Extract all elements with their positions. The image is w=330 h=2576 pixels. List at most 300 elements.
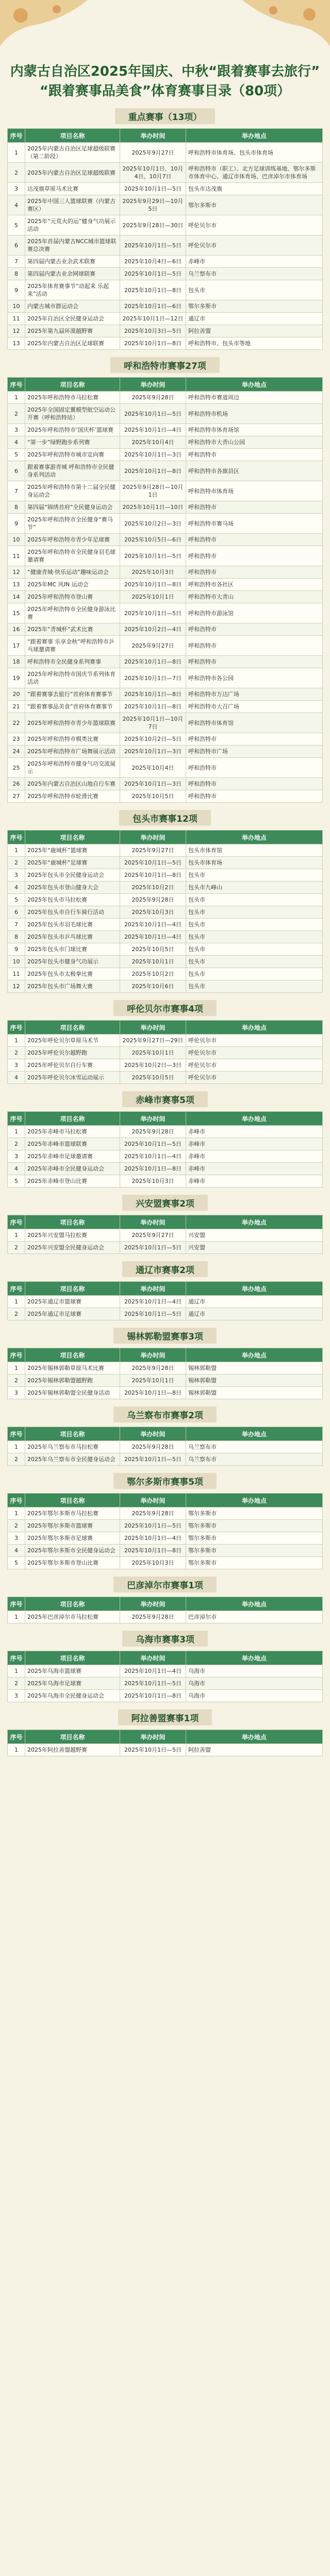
event-time: 2025年9月29日—10月5日 bbox=[120, 195, 186, 215]
section-title bbox=[7, 1473, 323, 1489]
row-number: 17 bbox=[8, 636, 25, 656]
section-8 bbox=[7, 1406, 323, 1466]
event-venue: 兴安盟 bbox=[186, 1229, 323, 1242]
table-row bbox=[8, 1545, 323, 1557]
row-number: 18 bbox=[8, 656, 25, 668]
event-venue: 乌兰察布市 bbox=[186, 268, 323, 280]
event-time: 2025年10月1日—5日 bbox=[120, 268, 186, 280]
table-row bbox=[8, 931, 323, 943]
table-row bbox=[8, 869, 323, 882]
column-header: 项目名称 bbox=[25, 129, 120, 143]
row-number: 1 bbox=[8, 1296, 25, 1308]
section-title-text: 阿拉善盟赛事1项 bbox=[118, 1709, 212, 1725]
sections-container bbox=[0, 108, 330, 1756]
column-header: 序号 bbox=[8, 1494, 25, 1507]
table-row bbox=[8, 1308, 323, 1320]
event-time: 2025年10月1日—6日 bbox=[120, 300, 186, 313]
event-name: 2025年鄂尔多斯市登山比赛 bbox=[25, 1557, 120, 1569]
event-venue: 包头市 bbox=[186, 980, 323, 993]
row-number: 5 bbox=[8, 894, 25, 906]
event-time: 2025年10月1日—8日 bbox=[120, 1387, 186, 1399]
event-name: 2025年赤峰市足球邀请赛 bbox=[25, 1150, 120, 1163]
event-time: 2025年10月2日 bbox=[120, 882, 186, 894]
event-time: 2025年10月3日 bbox=[120, 906, 186, 919]
column-header: 项目名称 bbox=[25, 1730, 120, 1744]
event-time: 2025年10月1日 bbox=[120, 1375, 186, 1387]
event-venue: 呼和浩特市各公园 bbox=[186, 668, 323, 688]
column-header: 举办地点 bbox=[186, 1651, 323, 1665]
event-name: 2025年内蒙古自治区足球超级联赛（第二阶段） bbox=[25, 143, 120, 163]
column-header: 举办地点 bbox=[186, 1427, 323, 1441]
event-venue: 鄂尔多斯市 bbox=[186, 300, 323, 313]
event-time: 2025年10月1日—5日 bbox=[120, 1453, 186, 1466]
section-title-text: 乌兰察布市赛事2项 bbox=[113, 1406, 217, 1422]
section-5 bbox=[7, 1195, 323, 1254]
section-title bbox=[7, 1000, 323, 1016]
column-header: 举办地点 bbox=[186, 1348, 323, 1362]
event-time: 2025年10月1日—8日 bbox=[120, 1545, 186, 1557]
row-number: 12 bbox=[8, 325, 25, 337]
event-name: 2025年内蒙古自治区足球超级联赛 bbox=[25, 163, 120, 183]
table-row bbox=[8, 943, 323, 956]
event-name: 2025年赤峰市登山比赛 bbox=[25, 1175, 120, 1188]
table-row bbox=[8, 1557, 323, 1569]
event-time: 2025年10月1日—8日 bbox=[120, 656, 186, 668]
events-table bbox=[7, 1597, 323, 1623]
event-time: 2025年9月28日 bbox=[120, 1507, 186, 1520]
event-name: 2025年“鹿城杯”足球赛 bbox=[25, 857, 120, 869]
event-name: “跟着赛事品美食”首府体育赛事节 bbox=[25, 701, 120, 713]
event-name: 2025年通辽市足球赛 bbox=[25, 1308, 120, 1320]
row-number: 2 bbox=[8, 404, 25, 424]
row-number: 19 bbox=[8, 668, 25, 688]
table-row bbox=[8, 579, 323, 591]
row-number: 4 bbox=[8, 1163, 25, 1175]
event-venue: 鄂尔多斯市 bbox=[186, 1545, 323, 1557]
event-name: “跟着赛事 乐享金秋”呼和浩特市乒乓球邀请赛 bbox=[25, 636, 120, 656]
event-name: 2025年包头市登山健身大会 bbox=[25, 882, 120, 894]
table-row bbox=[8, 688, 323, 701]
table-header-row bbox=[8, 1021, 323, 1035]
event-name: 2025年“元荒火的运”健身气功展示活动 bbox=[25, 215, 120, 235]
section-title-text: 呼和浩特市赛事27项 bbox=[110, 357, 220, 373]
event-name: 2025年乌海市篮球赛 bbox=[25, 1665, 120, 1677]
event-venue: 呼和浩特市大青山 bbox=[186, 591, 323, 603]
event-venue: 呼和浩特市、包头市等地 bbox=[186, 337, 323, 350]
column-header: 举办时间 bbox=[120, 1348, 186, 1362]
event-name: 跟着赛事游青城 呼和浩特市全民健身系列活动 bbox=[25, 461, 120, 481]
column-header: 序号 bbox=[8, 378, 25, 392]
table-row bbox=[8, 668, 323, 688]
event-name: 2025年包头市自行车骑行活动 bbox=[25, 906, 120, 919]
section-4 bbox=[7, 1091, 323, 1188]
event-venue: 赤峰市 bbox=[186, 1126, 323, 1138]
event-name: 2025年呼伦贝尔草原马术节 bbox=[25, 1035, 120, 1047]
table-row bbox=[8, 436, 323, 449]
column-header: 举办地点 bbox=[186, 378, 323, 392]
header bbox=[0, 0, 330, 101]
event-name: 2025年自治区全民健身运动会 bbox=[25, 313, 120, 325]
row-number: 8 bbox=[8, 501, 25, 514]
event-venue: 乌兰察布市 bbox=[186, 1453, 323, 1466]
row-number: 8 bbox=[8, 931, 25, 943]
row-number: 4 bbox=[8, 1545, 25, 1557]
section-title-text: 锡林郭勒盟赛事3项 bbox=[113, 1328, 217, 1344]
column-header: 序号 bbox=[8, 1597, 25, 1611]
event-name: 2025年通辽市篮球赛 bbox=[25, 1296, 120, 1308]
column-header: 序号 bbox=[8, 1651, 25, 1665]
column-header: 举办时间 bbox=[120, 1021, 186, 1035]
table-row bbox=[8, 656, 323, 668]
event-venue: 呼伦贝尔市 bbox=[186, 235, 323, 256]
event-name: 第四届内蒙古业余武术联赛 bbox=[25, 256, 120, 268]
column-header: 举办地点 bbox=[186, 831, 323, 844]
row-number: 2 bbox=[8, 1138, 25, 1150]
column-header: 举办时间 bbox=[120, 1651, 186, 1665]
section-title-text: 兴安盟赛事2项 bbox=[122, 1195, 208, 1211]
section-title bbox=[7, 1261, 323, 1277]
section-title bbox=[7, 1709, 323, 1725]
row-number: 3 bbox=[8, 869, 25, 882]
event-time: 2025年10月1日—5日 bbox=[120, 1138, 186, 1150]
row-number: 23 bbox=[8, 733, 25, 745]
event-name: 2025年包头市太极拳比赛 bbox=[25, 968, 120, 980]
section-title bbox=[7, 1091, 323, 1107]
row-number: 2 bbox=[8, 1308, 25, 1320]
section-6 bbox=[7, 1261, 323, 1320]
event-name: 2025年首届内蒙古NCC城市篮球联赛总决赛 bbox=[25, 235, 120, 256]
event-venue: 赤峰市 bbox=[186, 1138, 323, 1150]
event-venue: 鄂尔多斯市 bbox=[186, 1557, 323, 1569]
event-name: 2025年内蒙古自治区足球联赛 bbox=[25, 337, 120, 350]
table-row bbox=[8, 481, 323, 501]
event-time: 2025年10月5日—6日 bbox=[120, 534, 186, 546]
row-number: 3 bbox=[8, 1387, 25, 1399]
table-row bbox=[8, 1532, 323, 1545]
column-header: 序号 bbox=[8, 831, 25, 844]
event-name: 2025年赤峰市篮球联赛 bbox=[25, 1138, 120, 1150]
event-time: 2025年10月3日 bbox=[120, 1557, 186, 1569]
event-name: 2025年锡林郭勒盟越野跑 bbox=[25, 1375, 120, 1387]
table-row bbox=[8, 603, 323, 623]
table-row bbox=[8, 882, 323, 894]
event-time: 2025年10月1日—3日 bbox=[120, 778, 186, 790]
row-number: 14 bbox=[8, 591, 25, 603]
event-time: 2025年10月1日—5日 bbox=[120, 1744, 186, 1756]
event-venue: 赤峰市 bbox=[186, 1163, 323, 1175]
table-row bbox=[8, 449, 323, 461]
table-row bbox=[8, 1138, 323, 1150]
table-row bbox=[8, 1296, 323, 1308]
column-header: 序号 bbox=[8, 1730, 25, 1744]
event-time: 2025年10月5日 bbox=[120, 790, 186, 803]
event-time: 2025年10月2日—5日 bbox=[120, 733, 186, 745]
table-row bbox=[8, 1150, 323, 1163]
row-number: 25 bbox=[8, 758, 25, 778]
table-row bbox=[8, 1453, 323, 1466]
row-number: 2 bbox=[8, 1375, 25, 1387]
event-name: 2025年第九届环漠越野赛 bbox=[25, 325, 120, 337]
section-9 bbox=[7, 1473, 323, 1569]
event-time: 2025年9月28日 bbox=[120, 392, 186, 404]
column-header: 项目名称 bbox=[25, 1282, 120, 1296]
event-name: 2025年呼和浩特市轮滑比赛 bbox=[25, 790, 120, 803]
event-time: 2025年10月1日—5日 bbox=[120, 546, 186, 566]
row-number: 2 bbox=[8, 857, 25, 869]
event-name: 2025年呼和浩特市第十二届全民健身运动会 bbox=[25, 481, 120, 501]
section-title-text: 鄂尔多斯市赛事5项 bbox=[113, 1473, 217, 1489]
events-table bbox=[7, 1281, 323, 1320]
event-name: 2025年呼和浩特市登山赛 bbox=[25, 591, 120, 603]
event-time: 2025年9月28日—10月1日 bbox=[120, 481, 186, 501]
event-name: 2025年兴安盟全民健身运动会 bbox=[25, 1242, 120, 1254]
event-venue: 赤峰市 bbox=[186, 1150, 323, 1163]
table-row bbox=[8, 1744, 323, 1756]
column-header: 项目名称 bbox=[25, 378, 120, 392]
row-number: 3 bbox=[8, 1059, 25, 1072]
row-number: 3 bbox=[8, 1150, 25, 1163]
table-row bbox=[8, 790, 323, 803]
event-venue: 呼和浩特市体育场、包头市体育场 bbox=[186, 143, 323, 163]
events-table bbox=[7, 1427, 323, 1466]
table-row bbox=[8, 256, 323, 268]
event-time: 2025年10月1日 bbox=[120, 1047, 186, 1059]
event-venue: 呼和浩特市万达广场 bbox=[186, 688, 323, 701]
event-venue: 包头市体育馆 bbox=[186, 844, 323, 857]
column-header: 举办地点 bbox=[186, 1215, 323, 1229]
event-venue: 赤峰市 bbox=[186, 256, 323, 268]
table-row bbox=[8, 1362, 323, 1375]
table-row bbox=[8, 894, 323, 906]
event-name: 2025年锡林郭勒草原马术比赛 bbox=[25, 1362, 120, 1375]
event-venue: 呼和浩特市广场 bbox=[186, 745, 323, 758]
column-header: 举办时间 bbox=[120, 1427, 186, 1441]
event-name: 2025年呼和浩特市国庆节系列体育活动 bbox=[25, 668, 120, 688]
row-number: 7 bbox=[8, 256, 25, 268]
row-number: 10 bbox=[8, 956, 25, 968]
event-name: 呼和浩特市全民健身系列赛事 bbox=[25, 656, 120, 668]
event-time: 2025年10月2日—3日 bbox=[120, 514, 186, 534]
event-name: 2025年包头市马拉松赛 bbox=[25, 894, 120, 906]
table-header-row bbox=[8, 1348, 323, 1362]
event-venue: 包头市 bbox=[186, 968, 323, 980]
event-time: 2025年10月1日 bbox=[120, 956, 186, 968]
table-row bbox=[8, 1229, 323, 1242]
section-3 bbox=[7, 1000, 323, 1084]
event-name: 2025年呼和浩特市马拉松赛 bbox=[25, 392, 120, 404]
column-header: 序号 bbox=[8, 1112, 25, 1126]
row-number: 21 bbox=[8, 701, 25, 713]
event-name: 2025年MC 风IN 运动会 bbox=[25, 579, 120, 591]
table-row bbox=[8, 300, 323, 313]
column-header: 项目名称 bbox=[25, 1112, 120, 1126]
event-name: 2025年乌兰察布市马拉松赛 bbox=[25, 1441, 120, 1453]
row-number: 11 bbox=[8, 546, 25, 566]
row-number: 1 bbox=[8, 844, 25, 857]
event-time: 2025年10月1日—8日 bbox=[120, 869, 186, 882]
event-venue: 通辽市 bbox=[186, 313, 323, 325]
event-time: 2025年10月1日—5日 bbox=[120, 404, 186, 424]
event-name: 2025年包头市健身气功展示 bbox=[25, 956, 120, 968]
table-row bbox=[8, 337, 323, 350]
table-row bbox=[8, 1035, 323, 1047]
row-number: 3 bbox=[8, 1532, 25, 1545]
column-header: 序号 bbox=[8, 1427, 25, 1441]
table-row bbox=[8, 844, 323, 857]
event-time: 2025年9月28日 bbox=[120, 1362, 186, 1375]
event-name: 2025年包头市羽毛球比赛 bbox=[25, 919, 120, 931]
table-header-row bbox=[8, 1494, 323, 1507]
event-venue: 呼伦贝尔市 bbox=[186, 1059, 323, 1072]
column-header: 序号 bbox=[8, 1215, 25, 1229]
row-number: 15 bbox=[8, 603, 25, 623]
event-name: 2025年呼和浩特市全民健身羽毛球邀请赛 bbox=[25, 546, 120, 566]
event-time: 2025年10月1日—4日 bbox=[120, 919, 186, 931]
section-0 bbox=[7, 108, 323, 350]
column-header: 序号 bbox=[8, 1282, 25, 1296]
event-time: 2025年10月1日、10月4日、10月7日 bbox=[120, 163, 186, 183]
row-number: 20 bbox=[8, 688, 25, 701]
event-venue: 包头市九峰山 bbox=[186, 882, 323, 894]
row-number: 5 bbox=[8, 449, 25, 461]
row-number: 3 bbox=[8, 424, 25, 436]
row-number: 13 bbox=[8, 579, 25, 591]
row-number: 9 bbox=[8, 280, 25, 300]
table-header-row bbox=[8, 1651, 323, 1665]
row-number: 5 bbox=[8, 1557, 25, 1569]
row-number: 16 bbox=[8, 623, 25, 636]
table-header-row bbox=[8, 1427, 323, 1441]
row-number: 1 bbox=[8, 1744, 25, 1756]
event-venue: 包头市 bbox=[186, 280, 323, 300]
event-time: 2025年10月3日—5日 bbox=[120, 325, 186, 337]
table-row bbox=[8, 713, 323, 733]
event-venue: 乌海市 bbox=[186, 1677, 323, 1690]
row-number: 1 bbox=[8, 143, 25, 163]
column-header: 举办时间 bbox=[120, 1597, 186, 1611]
events-table bbox=[7, 128, 323, 350]
column-header: 序号 bbox=[8, 129, 25, 143]
event-time: 2025年10月1日—8日 bbox=[120, 1163, 186, 1175]
event-venue: 呼和浩特市 bbox=[186, 790, 323, 803]
section-title-text: 包头市赛事12项 bbox=[119, 810, 211, 826]
row-number: 1 bbox=[8, 1665, 25, 1677]
title-line-2: “跟着赛事品美食”体育赛事目录（80项） bbox=[39, 83, 291, 99]
row-number: 2 bbox=[8, 1677, 25, 1690]
row-number: 9 bbox=[8, 943, 25, 956]
event-venue: 巴彦淖尔市 bbox=[186, 1611, 323, 1623]
row-number: 7 bbox=[8, 919, 25, 931]
event-venue: 鄂尔多斯市 bbox=[186, 1507, 323, 1520]
event-venue: 呼和浩特市大青山公园 bbox=[186, 436, 323, 449]
event-venue: 呼和浩特市 bbox=[186, 778, 323, 790]
event-name: 2025年呼和浩特市棋类比赛 bbox=[25, 733, 120, 745]
event-venue: 包头市 bbox=[186, 894, 323, 906]
event-name: 2025年呼伦贝尔自行车赛 bbox=[25, 1059, 120, 1072]
event-name: 2025年呼和浩特市青少年篮球联赛 bbox=[25, 713, 120, 733]
row-number: 11 bbox=[8, 968, 25, 980]
table-row bbox=[8, 1072, 323, 1084]
event-venue: 包头市 bbox=[186, 869, 323, 882]
event-time: 2025年10月3日 bbox=[120, 1175, 186, 1188]
table-header-row bbox=[8, 129, 323, 143]
section-title-text: 乌海市赛事3项 bbox=[122, 1631, 208, 1647]
events-table bbox=[7, 1348, 323, 1399]
column-header: 举办时间 bbox=[120, 1730, 186, 1744]
events-table bbox=[7, 1651, 323, 1702]
event-venue: 呼和浩特市体育场 bbox=[186, 481, 323, 501]
section-title bbox=[7, 1577, 323, 1592]
row-number: 10 bbox=[8, 534, 25, 546]
events-table bbox=[7, 1111, 323, 1188]
event-name: 2025年赤峰市马拉松赛 bbox=[25, 1126, 120, 1138]
event-name: 2025年包头市广场舞大赛 bbox=[25, 980, 120, 993]
event-name: 2025年全国固定翼模型航空运动公开赛（呼和浩特站） bbox=[25, 404, 120, 424]
table-row bbox=[8, 566, 323, 579]
row-number: 12 bbox=[8, 566, 25, 579]
event-time: 2025年9月28日 bbox=[120, 1611, 186, 1623]
event-venue: 通辽市 bbox=[186, 1296, 323, 1308]
event-venue: 呼和浩特市体育场馆 bbox=[186, 424, 323, 436]
event-venue: 乌海市 bbox=[186, 1690, 323, 1702]
event-venue: 赤峰市 bbox=[186, 1175, 323, 1188]
event-name: 2025年乌海市足球赛 bbox=[25, 1677, 120, 1690]
event-venue: 阿拉善盟 bbox=[186, 325, 323, 337]
column-header: 举办时间 bbox=[120, 378, 186, 392]
event-venue: 呼和浩特市体育馆 bbox=[186, 713, 323, 733]
column-header: 举办时间 bbox=[120, 1215, 186, 1229]
row-number: 11 bbox=[8, 313, 25, 325]
table-row bbox=[8, 980, 323, 993]
event-venue: 通辽市 bbox=[186, 1308, 323, 1320]
table-row bbox=[8, 1677, 323, 1690]
table-row bbox=[8, 701, 323, 713]
event-venue: 呼伦贝尔市 bbox=[186, 1035, 323, 1047]
events-table bbox=[7, 1493, 323, 1569]
row-number: 24 bbox=[8, 745, 25, 758]
event-time: 2025年10月1日—5日 bbox=[120, 235, 186, 256]
table-row bbox=[8, 1059, 323, 1072]
event-venue: 呼伦贝尔市 bbox=[186, 1072, 323, 1084]
event-time: 2025年10月6日 bbox=[120, 980, 186, 993]
event-name: 2025年锡林郭勒盟全民健身活动 bbox=[25, 1387, 120, 1399]
event-name: 2025年巴彦淖尔市马拉松赛 bbox=[25, 1611, 120, 1623]
table-row bbox=[8, 1441, 323, 1453]
event-name: 2025年乌海市全民健身运动会 bbox=[25, 1690, 120, 1702]
event-name: 2025年呼伦贝尔越野跑 bbox=[25, 1047, 120, 1059]
row-number: 1 bbox=[8, 1611, 25, 1623]
row-number: 26 bbox=[8, 778, 25, 790]
event-name: 2025年赤峰市全民健身运动会 bbox=[25, 1163, 120, 1175]
event-venue: 呼和浩特市 bbox=[186, 733, 323, 745]
section-title bbox=[7, 1195, 323, 1211]
event-time: 2025年10月1日—4日 bbox=[120, 1150, 186, 1163]
event-venue: 呼和浩特市 bbox=[186, 656, 323, 668]
event-venue: 呼伦贝尔市 bbox=[186, 1047, 323, 1059]
event-name: 2025年兴安盟马拉松赛 bbox=[25, 1229, 120, 1242]
event-venue: 呼和浩特市 bbox=[186, 566, 323, 579]
event-name: 达茂旗草原马术比赛 bbox=[25, 183, 120, 195]
event-name: 2025年鄂尔多斯市足球赛 bbox=[25, 1532, 120, 1545]
table-row bbox=[8, 392, 323, 404]
table-row bbox=[8, 215, 323, 235]
event-time: 2025年10月1日—5日 bbox=[120, 1520, 186, 1532]
event-time: 2025年10月4日 bbox=[120, 758, 186, 778]
table-row bbox=[8, 745, 323, 758]
event-time: 2025年10月1日 bbox=[120, 591, 186, 603]
table-header-row bbox=[8, 1282, 323, 1296]
event-time: 2025年9月28日 bbox=[120, 1126, 186, 1138]
